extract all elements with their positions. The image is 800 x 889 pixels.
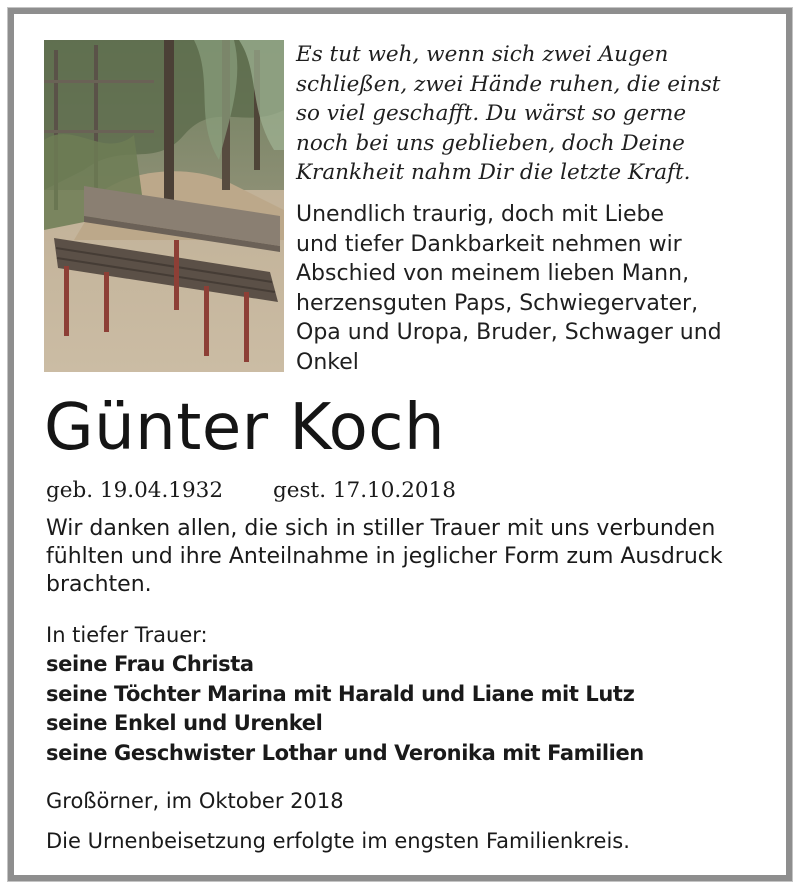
life-dates	[46, 476, 456, 506]
poem-line: Es tut weh, wenn sich zwei Augen	[296, 42, 669, 67]
place-date: Großörner, im Oktober 2018	[46, 789, 344, 813]
poem-line: so viel geschafft. Du wärst so gerne	[296, 101, 687, 126]
mourner-entry: seine Töchter Marina mit Harald und Liane mit Lutz	[46, 681, 635, 706]
mourners-label: In tiefer Trauer:	[46, 623, 208, 647]
intro-text	[296, 200, 766, 377]
thanks-line: brachten.	[46, 572, 152, 597]
intro-line: Onkel	[296, 349, 359, 375]
poem	[296, 40, 766, 188]
poem-line: noch bei uns geblieben, doch Deine	[296, 130, 685, 156]
intro-line: herzensguten Paps, Schwiegervater,	[296, 290, 699, 316]
poem-line: schließen, zwei Hände ruhen, die einst	[296, 71, 721, 97]
intro-line: Unendlich traurig, doch mit Liebe	[296, 202, 664, 227]
bench-photo-illustration	[44, 40, 284, 372]
intro-line: Opa und Uropa, Bruder, Schwager und	[296, 320, 722, 345]
bench-photo	[44, 40, 284, 372]
intro-line: Abschied von meinem lieben Mann,	[296, 261, 690, 286]
thanks-text	[46, 515, 766, 599]
mourner-entry: seine Geschwister Lothar und Veronika mit Familien	[46, 740, 644, 765]
mourners-list	[46, 650, 644, 768]
mourner-entry: seine Frau Christa	[46, 652, 254, 676]
burial-note: Die Urnenbeisetzung erfolgte im engsten Familienkreis.	[46, 829, 630, 853]
poem-line: Krankheit nahm Dir die letzte Kraft.	[296, 160, 691, 185]
intro-line: und tiefer Dankbarkeit nehmen wir	[296, 231, 682, 257]
thanks-line: fühlten und ihre Anteilnahme in jeglicher Form zum Ausdruck	[46, 544, 723, 569]
deceased-name: Günter Koch	[44, 391, 446, 465]
death-date: gest. 17.10.2018	[273, 478, 456, 503]
thanks-line: Wir danken allen, die sich in stiller Trauer mit uns verbunden	[46, 516, 716, 541]
mourner-entry: seine Enkel und Urenkel	[46, 711, 323, 735]
birth-date: geb. 19.04.1932	[46, 478, 224, 503]
